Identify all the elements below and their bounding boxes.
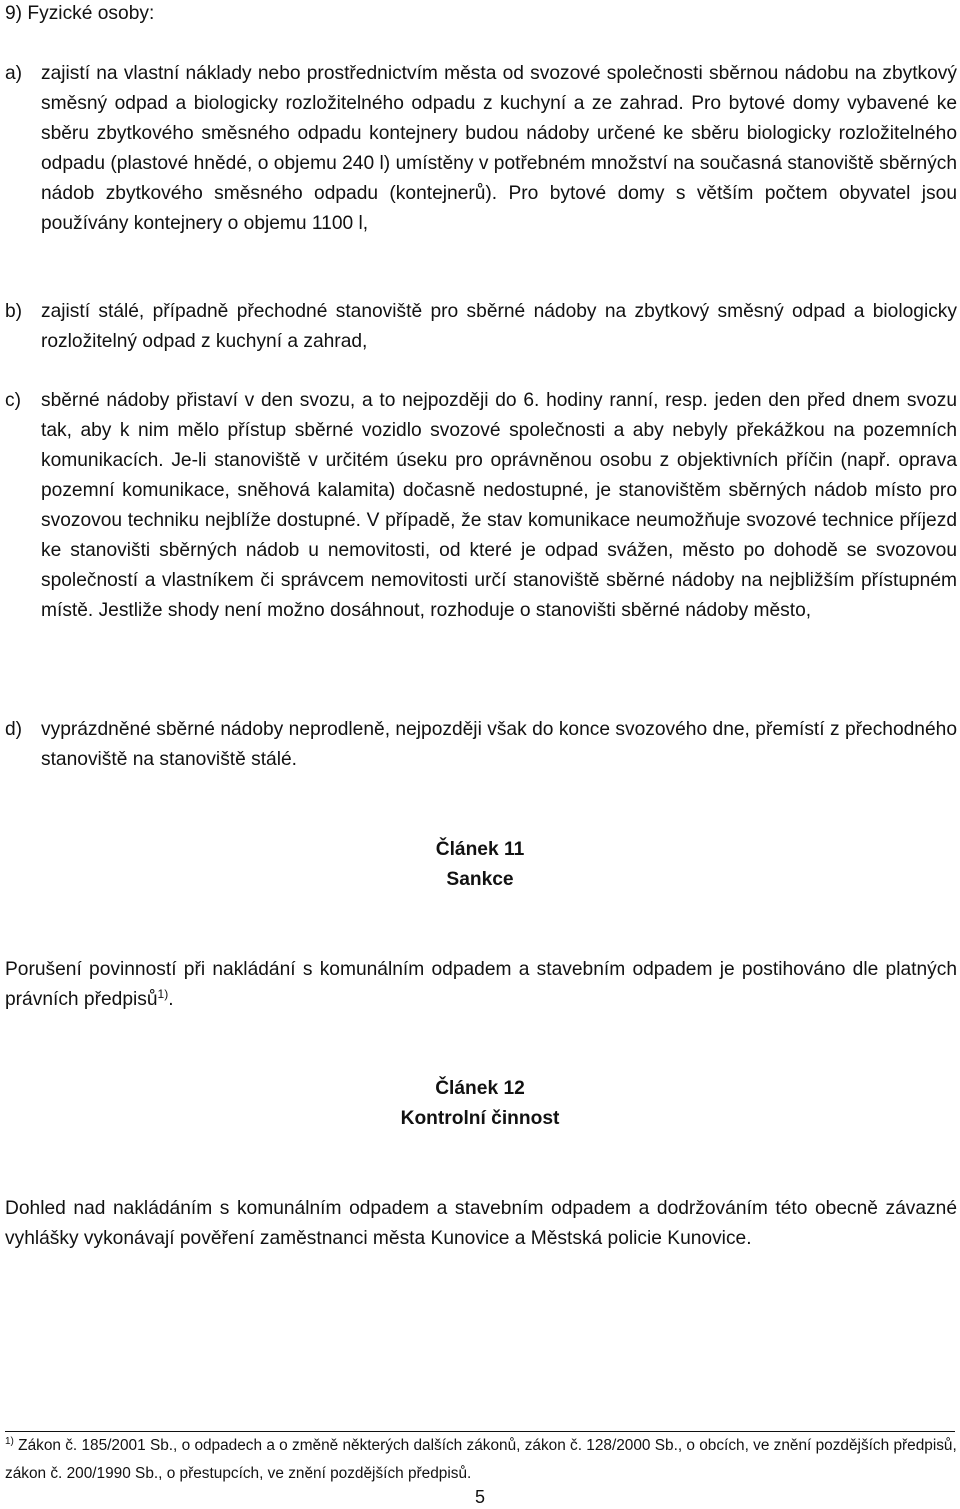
list-marker: d) bbox=[5, 719, 23, 740]
page-number: 5 bbox=[474, 1487, 485, 1507]
article-12-number: Článek 12 bbox=[435, 1078, 525, 1099]
footnote-marker: 1) bbox=[5, 1436, 14, 1447]
list-item-text: sběrné nádoby přistaví v den svozu, a to nejpozději do 6. hodiny ranní, resp. jeden den před dnem svozu tak, aby k nim mělo přístup sběrné vozidlo svozové společnosti a aby nebyly překážkou na pozemních komunikacích. Je-li stanoviště v určitém úseku pro oprávněnou osobu z objektivních příčin (např. oprava pozemní komunikace, sněhová kalamita) dočasně nedostupné, je stanovištěm sběrných nádob místo pro svozovou techniku nejblíže dostupné. V případě, že stav komunikace neumožňuje svozové technice příjezd ke stanovišti sběrných nádob u nemovitosti, od které je odpad svážen, město po dohodě se svozovou společností a vlastníkem či správcem nemovitosti určí stanoviště sběrné nádoby na nejbližším přístupném místě. Jestliže shody není možno dosáhnout, rozhoduje o stanovišti sběrné nádoby město, bbox=[41, 390, 957, 621]
list-item-d bbox=[5, 715, 957, 775]
section-heading: 9) Fyzické osoby: bbox=[5, 3, 155, 24]
article-11-number: Článek 11 bbox=[435, 839, 525, 860]
article-11-text bbox=[5, 955, 957, 1015]
footnote-text: Zákon č. 185/2001 Sb., o odpadech a o změně některých dalších zákonů, zákon č. 128/2000 Sb., o obcích, ve znění pozdějších předpisů, zákon č. 200/1990 Sb., o přestupcích, ve znění pozdějších předpisů. bbox=[5, 1437, 957, 1482]
list-item-c bbox=[5, 386, 957, 626]
list-marker: c) bbox=[5, 390, 21, 411]
article-11-title: Sankce bbox=[446, 869, 514, 890]
list-item-text: zajistí na vlastní náklady nebo prostřednictvím města od svozové společnosti sběrnou nádobu na zbytkový směsný odpad a biologicky rozložitelného odpadu z kuchyní a ze zahrad. Pro bytové domy vybavené ke sběru zbytkového směsného odpadu kontejnery budou nádoby určené ke sběru biologicky rozložitelného odpadu (plastové hnědé, o objemu 240 l) umístěny v potřebném množství na současná stanoviště sběrných nádob zbytkového směsného odpadu (kontejnerů). Pro bytové domy s větším počtem obyvatel jsou používány kontejnery o objemu 1100 l, bbox=[41, 63, 957, 234]
article-11-body: Porušení povinností při nakládání s komunálním odpadem a stavebním odpadem je postihováno dle platných právních předpisů bbox=[5, 959, 957, 1010]
list-item-text: vyprázdněné sběrné nádoby neprodleně, nejpozději však do konce svozového dne, přemístí z přechodného stanoviště na stanoviště stálé. bbox=[41, 719, 957, 770]
list-marker: b) bbox=[5, 301, 23, 322]
footnote-reference: 1) bbox=[157, 987, 169, 1001]
footnote bbox=[5, 1432, 957, 1488]
article-12-text: Dohled nad nakládáním s komunálním odpadem a stavebním odpadem a dodržováním této obecně závazné vyhlášky vykonávají pověření zaměstnanci města Kunovice a Městská policie Kunovice. bbox=[5, 1198, 957, 1249]
list-item-a bbox=[5, 59, 957, 239]
article-11-end: . bbox=[168, 989, 174, 1010]
list-item-b bbox=[5, 297, 957, 357]
list-marker: a) bbox=[5, 63, 23, 84]
list-item-text: zajistí stálé, případně přechodné stanoviště pro sběrné nádoby na zbytkový směsný odpad a biologicky rozložitelný odpad z kuchyní a zahrad, bbox=[41, 301, 957, 352]
article-12-title: Kontrolní činnost bbox=[400, 1108, 560, 1129]
